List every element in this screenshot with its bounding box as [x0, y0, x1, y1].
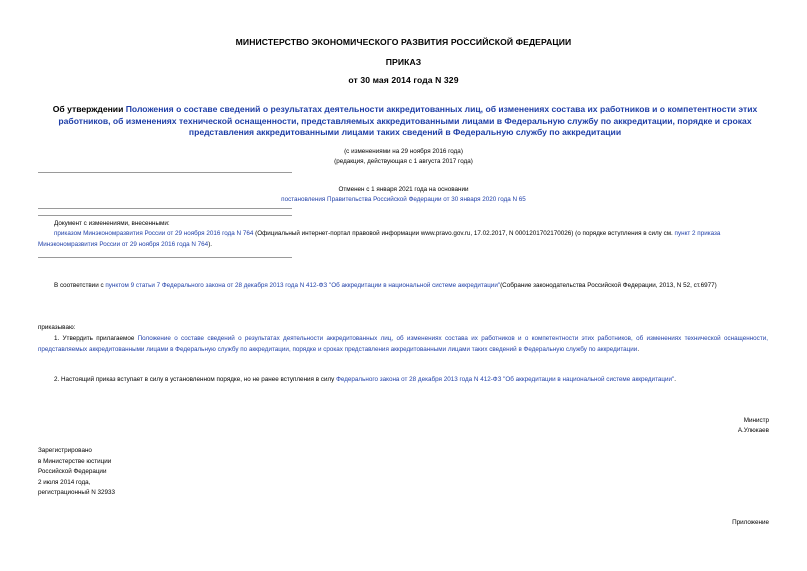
registration-line: регистрационный N 32933 [38, 489, 116, 496]
item1-link[interactable]: Положение о составе сведений о результатах деятельности аккредитованных лиц, об изменениях состава их работников и о компетентности этих работников, об изменениях технической оснащенности, представляемых аккредитованными лицами в Федеральную службу по аккредитации, порядке и сроках представления аккредитованными лицами таких сведений в Федеральную службу по аккредитации [38, 335, 768, 353]
basis-suffix: (Собрание законодательства Российской Федерации, 2013, N 52, ст.6977) [500, 282, 717, 289]
registration-line: Российской Федерации [38, 468, 107, 475]
appendix-label: Приложение [732, 519, 769, 526]
divider [38, 172, 292, 173]
basis-prefix: В соответствии с [54, 282, 106, 289]
item2-suffix: . [674, 376, 677, 383]
divider [38, 215, 292, 216]
item1-suffix: . [637, 345, 640, 353]
document-type: ПРИКАЗ [385, 57, 422, 67]
item2-link[interactable]: Федерального закона от 28 декабря 2013 года N 412-ФЗ "Об аккредитации в национальной системе аккредитации" [336, 376, 675, 383]
registration-line: Зарегистрировано [38, 447, 92, 454]
amendment-text-1: (Официальный интернет-портал правовой информации www.pravo.gov.ru, 17.02.2017, N 0001201702170026) (о порядке вступления в силу см. [253, 230, 675, 237]
divider [38, 208, 292, 209]
title-link[interactable]: Положения о составе сведений о результатах деятельности аккредитованных лиц, об изменениях состава их работников и о компетентности этих работников, об изменениях технической оснащенности, представляемых аккредитованными лицами в Федеральную службу по аккредитации, порядке и сроках представления аккредитованными лицами таких сведений в Федеральную службу по аккредитации [58, 104, 758, 137]
document-date-number: от 30 мая 2014 года N 329 [348, 75, 459, 85]
registration-line: 2 июля 2014 года, [38, 478, 91, 486]
order-prikazyvayu: приказываю: [38, 324, 76, 331]
signature-name: А.Улюкаев [737, 427, 769, 434]
legal-basis [38, 281, 768, 292]
basis-link[interactable]: пунктом 9 статьи 7 Федерального закона от 28 декабря 2013 года N 412-ФЗ "Об аккредитации в национальной системе аккредитации" [105, 282, 501, 289]
order-item-2 [38, 375, 768, 386]
document-title [40, 104, 770, 139]
revision-changes: (с изменениями на 29 ноября 2016 года) [344, 148, 463, 155]
ministry-heading: МИНИСТЕРСТВО ЭКОНОМИЧЕСКОГО РАЗВИТИЯ РОССИЙСКОЙ ФЕДЕРАЦИИ [235, 37, 572, 47]
divider [38, 257, 292, 258]
item1-prefix: 1. Утвердить прилагаемое [54, 335, 138, 342]
title-prefix: Об утверждении [52, 104, 126, 114]
revision-edition: (редакция, действующая с 1 августа 2017 года) [334, 158, 473, 165]
cancel-text: Отменен с 1 января 2021 года на основании [338, 186, 469, 193]
registration-block [38, 446, 115, 499]
amendments-intro: Документ с изменениями, внесенными: [54, 220, 170, 227]
cancel-link[interactable]: постановления Правительства Российской Федерации от 30 января 2020 года N 65 [281, 196, 526, 203]
order-item-1 [38, 334, 768, 355]
signature-position: Министр [743, 417, 769, 424]
amendments-body [38, 229, 768, 250]
amendment-text-2: ). [208, 240, 213, 248]
amendment-link-2[interactable]: пункт 2 приказа Минэкономразвития России от 29 ноября 2016 года N 764 [38, 230, 721, 248]
item2-prefix: 2. Настоящий приказ вступает в силу в установленном порядке, но не ранее вступления в силу [54, 376, 337, 383]
amendment-link-1[interactable]: приказом Минэкономразвития России от 29 ноября 2016 года N 764 [54, 230, 254, 237]
registration-line: в Министерстве юстиции [38, 457, 112, 465]
